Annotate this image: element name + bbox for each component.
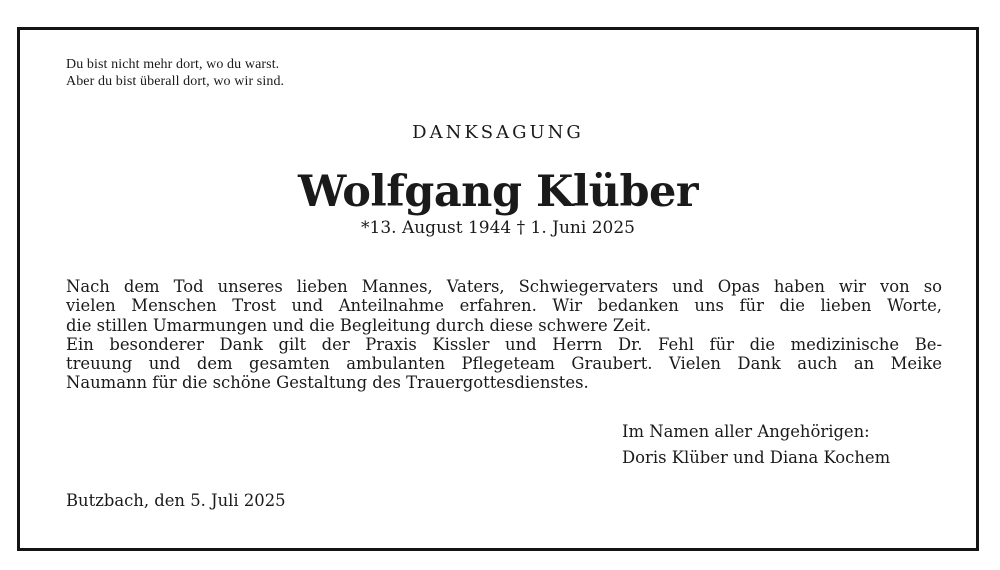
body-line-1: Nach dem Tod unseres lieben Mannes, Vaters, Schwiegervaters und Opas haben wir von so [66,277,942,296]
signature-names: Doris Klüber und Diana Kochem [622,448,891,467]
body-line-5: treuung und dem gesamten ambulanten Pflegeteam Graubert. Vielen Dank auch an Meike [66,354,942,374]
body-line-2: vielen Menschen Trost und Anteilnahme erfahren. Wir bedanken uns für die lieben Worte, [66,296,942,316]
notice-heading: DANKSAGUNG [412,122,584,143]
life-dates: *13. August 1944 † 1. Juni 2025 [361,218,635,238]
body-line-6: Naumann für die schöne Gestaltung des Trauergottesdienstes. [66,373,589,393]
motto-line-2: Aber du bist überall dort, wo wir sind. [66,74,285,89]
motto [66,56,284,90]
body-line-4: Ein besonderer Dank gilt der Praxis Kissler und Herrn Dr. Fehl für die medizinische Be- [66,334,942,354]
motto-line-1: Du bist nicht mehr dort, wo du warst. [66,57,280,72]
place-and-date: Butzbach, den 5. Juli 2025 [66,491,286,510]
thank-you-text [66,277,942,393]
deceased-name: Wolfgang Klüber [297,167,699,217]
signature-block [622,419,890,471]
signature-line-1: Im Namen aller Angehörigen: [622,422,870,441]
body-line-3: die stillen Umarmungen und die Begleitung durch diese schwere Zeit. [66,315,652,335]
obituary-notice [17,27,979,551]
